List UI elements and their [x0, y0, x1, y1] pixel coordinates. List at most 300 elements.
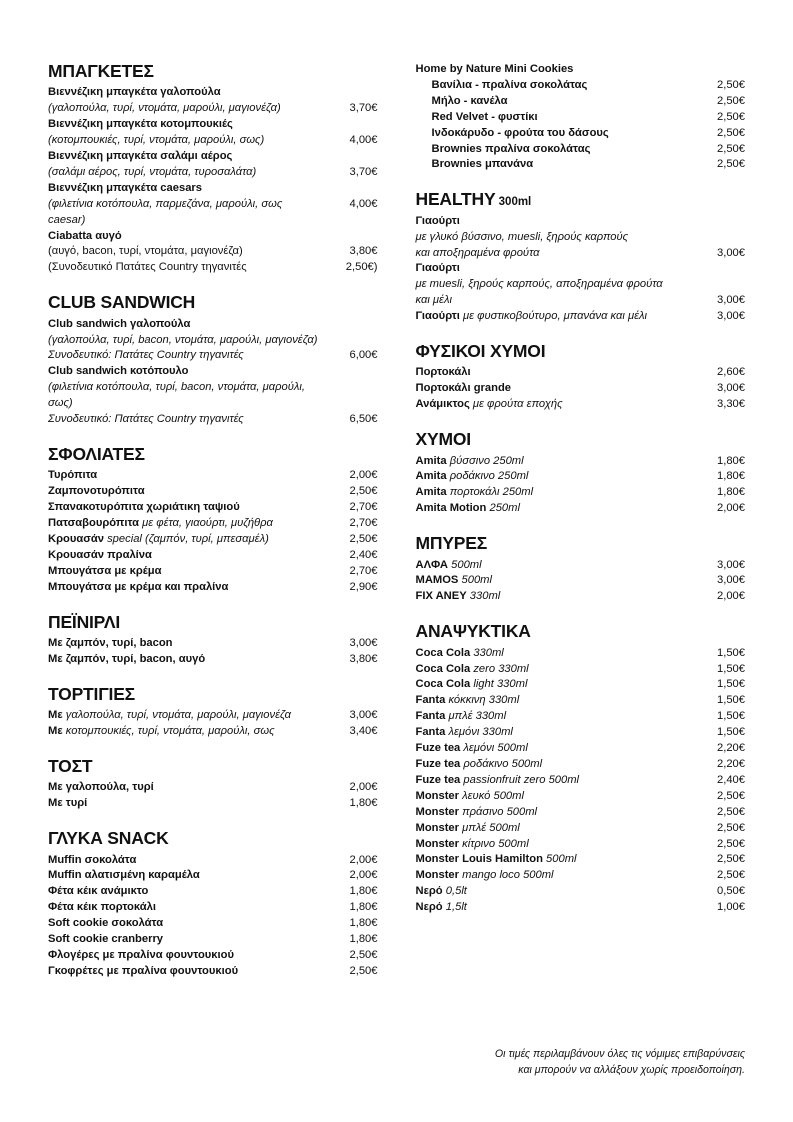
menu-column-left: [48, 62, 378, 997]
item-name-lead: Ανάμικτος: [415, 398, 470, 411]
item-price: 1,80€: [349, 797, 378, 810]
menu-item-row: [48, 548, 378, 564]
item-price: 3,80€: [349, 652, 378, 665]
item-name: [416, 573, 694, 589]
item-name-detail: 500ml: [458, 574, 492, 587]
item-name: [416, 693, 694, 709]
item-name: Βιεννέζικη μπαγκέτα σαλάμι αέρος: [48, 150, 233, 162]
menu-item-row: [48, 117, 378, 133]
item-name: [416, 309, 694, 325]
item-price: 2,50€: [717, 789, 745, 802]
menu-section: [416, 342, 746, 413]
item-price: 2,50€: [349, 532, 378, 545]
item-name-detail: κίτρινο 500ml: [459, 837, 529, 850]
section-title: ΑΝΑΨΥΚΤΙΚΑ: [415, 621, 531, 642]
menu-section: [416, 190, 746, 325]
item-name-lead: Monster: [415, 869, 460, 882]
item-name-detail: μπλέ 330ml: [445, 710, 507, 723]
menu-item-row: [416, 789, 746, 805]
item-price: 1,80€: [349, 885, 378, 898]
menu-item-row: [48, 652, 378, 668]
item-name: Soft cookie cranberry: [48, 933, 164, 946]
menu-item-row: [48, 868, 378, 884]
item-name: [48, 532, 326, 548]
menu-item-row: [416, 110, 746, 126]
menu-item-row: [48, 181, 378, 197]
menu-item-row: [416, 677, 746, 693]
item-name: Συνοδευτικό: Πατάτες Country τηγανιτές: [48, 349, 244, 362]
item-name: Μήλο - κανέλα: [431, 94, 508, 107]
section-title: ΦΥΣΙΚΟΙ ΧΥΜΟΙ: [415, 341, 546, 362]
item-name: με muesli, ξηρούς καρπούς, αποξηραμένα φρούτα: [415, 278, 663, 291]
menu-section: [48, 613, 378, 668]
item-name: [48, 516, 326, 532]
item-name: (γαλοπούλα, τυρί, ντομάτα, μαρούλι, μαγιονέζα): [48, 102, 281, 115]
menu-item-row: [416, 454, 746, 470]
menu-item-row: [48, 85, 378, 101]
item-name-detail: πορτοκάλι 250ml: [446, 486, 534, 499]
menu-item-row: [416, 501, 746, 517]
item-price: 2,50€: [349, 485, 378, 498]
menu-item-row: [48, 412, 378, 428]
menu-item-row: [48, 780, 378, 796]
item-price: 2,50€: [717, 110, 745, 123]
item-name: Σπανακοτυρόπιτα χωριάτικη ταψιού: [48, 501, 240, 514]
item-name-lead: Monster: [415, 805, 460, 818]
price-disclaimer-line1: Οι τιμές περιλαμβάνουν όλες τις νόμιμες επιβαρύνσεις: [494, 1048, 745, 1061]
menu-section: [48, 445, 378, 596]
menu-item-row: [48, 333, 378, 349]
menu-item-row: [416, 573, 746, 589]
subsection-heading-label: Home by Nature Mini Cookies: [415, 63, 574, 75]
section-title: CLUB SANDWICH: [48, 292, 196, 313]
item-name: Red Velvet - φυστίκι: [431, 110, 538, 123]
menu-item-row: [416, 558, 746, 574]
item-name: (αυγό, bacon, τυρί, ντομάτα, μαγιονέζα): [48, 245, 243, 258]
item-price: 6,00€: [349, 349, 378, 362]
item-name: [416, 558, 694, 574]
menu-item-row: [416, 142, 746, 158]
item-name: Μπουγάτσα με κρέμα: [48, 564, 162, 577]
item-name: Με γαλοπούλα, τυρί: [48, 781, 154, 794]
item-name-lead: Coca Cola: [415, 678, 471, 691]
item-name: (φιλετίνια κοτόπουλα, τυρί, bacon, ντομάτα, μαρούλι, σως): [48, 381, 306, 410]
item-price: 3,00€: [349, 636, 378, 649]
item-name: (φιλετίνια κοτόπουλα, παρμεζάνα, μαρούλι, σως caesar): [48, 197, 283, 226]
item-price: 2,00€: [349, 869, 378, 882]
menu-section: [48, 293, 378, 428]
item-name: και μέλι: [415, 294, 452, 307]
menu-section: [416, 534, 746, 605]
menu-item-row: [48, 101, 378, 117]
section-title: ΠΕΪΝΙΡΛΙ: [48, 611, 120, 632]
item-name-lead: Με: [48, 725, 63, 738]
item-name: [416, 725, 694, 741]
menu-item-row: [416, 725, 746, 741]
item-price: 1,50€: [717, 694, 745, 707]
item-price: 2,50€: [717, 126, 745, 139]
item-name-lead: Πατσαβουρόπιτα: [48, 517, 140, 530]
menu-item-row: [48, 916, 378, 932]
menu-item-row: [48, 133, 378, 149]
item-name-detail: με φρούτα εποχής: [469, 398, 563, 411]
menu-section: [416, 430, 746, 517]
item-name-lead: Κρουασάν: [48, 532, 104, 545]
item-price: 2,70€: [349, 517, 378, 530]
item-name: Club sandwich κοτόπουλο: [48, 365, 189, 378]
item-name: Με ζαμπόν, τυρί, bacon, αυγό: [48, 652, 206, 665]
menu-item-row: [48, 564, 378, 580]
item-name-detail: zero 330ml: [470, 662, 529, 675]
menu-item-row: [48, 516, 378, 532]
item-name: Πορτοκάλι grande: [415, 382, 512, 395]
menu-item-row: [48, 380, 378, 412]
item-name-detail: ροδάκινο 250ml: [446, 470, 529, 483]
menu-item-row: [416, 293, 746, 309]
item-name-detail: 1,5lt: [442, 901, 467, 914]
menu-item-row: [416, 868, 746, 884]
item-price: 2,40€: [349, 548, 378, 561]
item-price: 2,50€: [717, 94, 745, 107]
item-name: Πορτοκάλι: [415, 366, 471, 379]
section-title: ΜΠΥΡΕΣ: [415, 533, 488, 554]
item-name-lead: Νερό: [415, 885, 443, 898]
item-name: και αποξηραμένα φρούτα: [415, 246, 540, 259]
menu-item-row: [416, 646, 746, 662]
item-price: 3,70€: [349, 102, 378, 115]
item-name: Γιαούρτι: [415, 214, 460, 227]
item-price: 1,80€: [349, 917, 378, 930]
item-price: 4,00€: [349, 134, 378, 147]
item-name-lead: Monster: [415, 789, 460, 802]
item-name: Κρουασάν πραλίνα: [48, 548, 152, 561]
item-price: 1,50€: [717, 678, 745, 691]
item-name: Brownies μπανάνα: [431, 158, 534, 171]
menu-item-row: [48, 724, 378, 740]
section-title: ΜΠΑΓΚΕΤΕΣ: [48, 61, 154, 81]
menu-item-row: [416, 214, 746, 230]
section-volume: 300ml: [495, 196, 532, 209]
item-price: 6,50€: [349, 413, 378, 426]
item-price: 3,40€: [349, 725, 378, 738]
menu-item-row: [48, 468, 378, 484]
item-price: 2,50€: [349, 948, 378, 961]
item-name: [416, 900, 694, 916]
item-price: 1,50€: [717, 710, 745, 723]
item-name-lead: MAMOS: [415, 574, 459, 587]
item-name-detail: light 330ml: [470, 678, 528, 691]
item-price: 2,70€: [349, 564, 378, 577]
item-price: 2,50€): [345, 261, 378, 274]
item-price: 2,50€: [717, 869, 745, 882]
menu-item-row: [416, 741, 746, 757]
item-price: 3,00€: [717, 558, 745, 571]
item-price: 2,50€: [717, 853, 745, 866]
item-name-detail: γαλοπούλα, τυρί, ντομάτα, μαρούλι, μαγιονέζα: [62, 709, 292, 722]
item-name-detail: κόκκινη 330ml: [445, 694, 520, 707]
item-name-detail: 330ml: [466, 590, 501, 603]
item-name: Ινδοκάρυδο - φρούτα του δάσους: [431, 126, 609, 139]
item-price: 3,70€: [349, 165, 378, 178]
item-name: Με ζαμπόν, τυρί, bacon: [48, 636, 173, 649]
menu-column-right: [416, 62, 746, 933]
section-title: HEALTHY 300ml: [415, 189, 532, 210]
item-price: 2,20€: [717, 757, 745, 770]
item-price: 1,80€: [349, 933, 378, 946]
item-name-lead: Fuze tea: [415, 757, 461, 770]
item-name-detail: με φέτα, γιαούρτι, μυζήθρα: [139, 517, 273, 530]
item-name-lead: Monster: [415, 837, 460, 850]
item-name: [416, 741, 694, 757]
item-name: [416, 821, 694, 837]
menu-item-row: [416, 78, 746, 94]
menu-item-row: [48, 317, 378, 333]
item-price: 2,00€: [349, 853, 378, 866]
item-name: Γιαούρτι: [415, 262, 460, 275]
item-name: [48, 724, 326, 740]
item-name: (σαλάμι αέρος, τυρί, ντομάτα, τυροσαλάτα): [48, 165, 257, 178]
menu-item-row: [48, 932, 378, 948]
menu-item-row: [48, 229, 378, 245]
item-name: [416, 469, 694, 485]
item-price: 2,50€: [717, 142, 745, 155]
item-name: Συνοδευτικό: Πατάτες Country τηγανιτές: [48, 413, 244, 426]
menu-item-row: [416, 773, 746, 789]
menu-item-row: [48, 900, 378, 916]
section-title: ΤΟΡΤΙΓΙΕΣ: [48, 683, 135, 704]
item-name: [416, 397, 694, 413]
item-name: [416, 709, 694, 725]
price-disclaimer-line2: και μπορούν να αλλάξουν χωρίς προειδοποίηση.: [518, 1063, 745, 1076]
item-name-detail: 250ml: [486, 502, 520, 515]
item-name: Βιεννέζικη μπαγκέτα caesars: [48, 181, 202, 194]
menu-section: [48, 829, 378, 980]
item-price: 3,00€: [717, 310, 745, 323]
item-name-detail: 0,5lt: [442, 885, 467, 898]
menu-item-row: [416, 662, 746, 678]
item-price: 1,50€: [717, 662, 745, 675]
item-price: 2,50€: [717, 158, 745, 171]
menu-item-row: [48, 636, 378, 652]
item-name: (κοτομπουκιές, τυρί, ντομάτα, μαρούλι, σως): [48, 134, 265, 147]
item-name-detail: 330ml: [470, 646, 504, 659]
menu-item-row: [416, 589, 746, 605]
item-price: 2,50€: [717, 78, 745, 91]
item-price: 2,50€: [349, 964, 378, 977]
menu-item-row: [416, 821, 746, 837]
menu-item-row: [416, 757, 746, 773]
menu-item-row: [48, 244, 378, 260]
menu-item-row: [48, 364, 378, 380]
menu-section: [48, 685, 378, 740]
item-name-detail: 500ml: [448, 558, 482, 571]
item-name: Soft cookie σοκολάτα: [48, 917, 164, 930]
item-name: με γλυκό βύσσινο, muesli, ξηρούς καρπούς: [415, 230, 629, 243]
item-price: 2,00€: [717, 502, 745, 515]
item-name: Τυρόπιτα: [48, 469, 98, 482]
section-title: ΤΟΣΤ: [48, 755, 93, 776]
item-name: Βιεννέζικη μπαγκέτα γαλοπούλα: [48, 86, 221, 99]
item-name-lead: Fuze tea: [415, 773, 461, 786]
item-name: [416, 589, 694, 605]
menu-section: [48, 757, 378, 812]
menu-item-row: [416, 277, 746, 293]
item-name: [416, 646, 694, 662]
item-name: [416, 884, 694, 900]
item-price: 1,80€: [717, 470, 745, 483]
section-title: ΣΦΟΛΙΑΤΕΣ: [48, 443, 145, 464]
item-name: (γαλοπούλα, τυρί, bacon, ντομάτα, μαρούλι, μαγιονέζα): [48, 333, 318, 346]
menu-item-row: [48, 948, 378, 964]
item-name: Muffin αλατισμένη καραμέλα: [48, 869, 200, 882]
item-name: [416, 805, 694, 821]
menu-item-row: [416, 884, 746, 900]
item-price: 2,40€: [717, 773, 745, 786]
item-name-lead: Fanta: [415, 710, 446, 723]
menu-columns: [48, 62, 745, 997]
menu-item-row: [48, 149, 378, 165]
item-price: 1,00€: [717, 901, 745, 914]
menu-item-row: [416, 900, 746, 916]
subsection-heading: [416, 62, 746, 78]
menu-item-row: [416, 157, 746, 173]
item-name-detail: κοτομπουκιές, τυρί, ντομάτα, μαρούλι, σως: [62, 725, 275, 738]
item-name-detail: ροδάκινο 500ml: [460, 757, 543, 770]
menu-item-row: [416, 397, 746, 413]
item-name-lead: Coca Cola: [415, 646, 471, 659]
menu-item-row: [48, 532, 378, 548]
item-name-lead: ΑΛΦΑ: [415, 558, 449, 571]
item-price: 3,00€: [349, 709, 378, 722]
item-name: [416, 852, 694, 868]
menu-item-row: [48, 796, 378, 812]
item-name-detail: λευκό 500ml: [459, 789, 524, 802]
menu-item-row: [416, 693, 746, 709]
item-price: 2,00€: [349, 469, 378, 482]
menu-item-row: [48, 484, 378, 500]
item-name: [416, 662, 694, 678]
menu-item-row: [416, 261, 746, 277]
item-name: [416, 757, 694, 773]
item-name: [416, 454, 694, 470]
item-price: 1,80€: [349, 901, 378, 914]
item-name-lead: Fanta: [415, 726, 446, 739]
item-name-lead: Amita Motion: [415, 502, 487, 515]
item-price: 2,70€: [349, 501, 378, 514]
item-name-lead: Monster: [415, 821, 460, 834]
menu-item-row: [416, 94, 746, 110]
item-price: 2,50€: [717, 805, 745, 818]
item-price: 3,00€: [717, 294, 745, 307]
item-name: Muffin σοκολάτα: [48, 853, 137, 866]
item-price: 1,50€: [717, 726, 745, 739]
item-name: Club sandwich γαλοπούλα: [48, 317, 191, 330]
item-name-detail: passionfruit zero 500ml: [460, 773, 580, 786]
item-name: [416, 485, 694, 501]
menu-section: [416, 62, 746, 173]
item-price: 1,50€: [717, 646, 745, 659]
item-price: 3,30€: [717, 398, 745, 411]
menu-item-row: [416, 246, 746, 262]
item-price: 1,80€: [717, 486, 745, 499]
menu-item-row: [416, 126, 746, 142]
item-name-lead: Amita: [415, 486, 447, 499]
item-name-detail: πράσινο 500ml: [459, 805, 538, 818]
item-name: [416, 837, 694, 853]
price-disclaimer: [415, 1047, 745, 1078]
item-name-lead: Fuze tea: [415, 742, 461, 755]
item-name: Ciabatta αυγό: [48, 229, 122, 242]
menu-item-row: [48, 580, 378, 596]
item-name-detail: λεμόνι 330ml: [445, 726, 513, 739]
item-price: 2,00€: [349, 781, 378, 794]
item-price: 2,00€: [717, 590, 745, 603]
item-name: Ζαμπονοτυρόπιτα: [48, 485, 145, 498]
item-price: 3,00€: [717, 246, 745, 259]
menu-item-row: [416, 365, 746, 381]
item-price: 1,80€: [717, 454, 745, 467]
item-name: Βιεννέζικη μπαγκέτα κοτομπουκιές: [48, 118, 233, 131]
item-price: 2,60€: [717, 366, 745, 379]
item-price: 3,80€: [349, 245, 378, 258]
item-price: 3,00€: [717, 574, 745, 587]
menu-item-row: [416, 709, 746, 725]
item-name: Βανίλια - πραλίνα σοκολάτας: [431, 78, 588, 91]
item-name-lead: Coca Cola: [415, 662, 471, 675]
item-name-detail: λεμόνι 500ml: [460, 742, 528, 755]
menu-section: [416, 622, 746, 916]
item-price: 4,00€: [349, 197, 378, 210]
item-name-detail: 500ml: [542, 853, 577, 866]
item-name-detail: βύσσινο 250ml: [446, 454, 524, 467]
menu-item-row: [48, 165, 378, 181]
item-name: [416, 501, 694, 517]
item-name: Φέτα κέικ πορτοκάλι: [48, 901, 156, 914]
item-name-lead: Fanta: [415, 694, 446, 707]
item-name-detail: special (ζαμπόν, τυρί, μπεσαμέλ): [103, 532, 269, 545]
menu-item-row: [48, 884, 378, 900]
menu-item-row: [48, 708, 378, 724]
item-price: 3,00€: [717, 382, 745, 395]
item-name-lead: Amita: [415, 470, 447, 483]
menu-item-row: [416, 230, 746, 246]
menu-item-row: [416, 469, 746, 485]
item-name-lead: Monster Louis Hamilton: [415, 853, 543, 866]
item-name: Φλογέρες με πραλίνα φουντουκιού: [48, 948, 234, 961]
item-name: [48, 708, 326, 724]
menu-section: [48, 62, 378, 276]
menu-item-row: [416, 837, 746, 853]
item-name: [416, 789, 694, 805]
item-name-lead: FIX ANEY: [415, 590, 467, 603]
item-name-lead: Με: [48, 709, 63, 722]
item-name-detail: με φυστικοβούτυρο, μπανάνα και μέλι: [459, 310, 648, 323]
section-title: ΓΛΥΚΑ SNACK: [48, 828, 169, 849]
item-price: 2,90€: [349, 580, 378, 593]
menu-item-row: [416, 309, 746, 325]
item-name: (Συνοδευτικό Πατάτες Country τηγανιτές: [48, 261, 247, 274]
menu-item-row: [416, 852, 746, 868]
menu-item-row: [416, 381, 746, 397]
item-name-lead: Γιαούρτι: [415, 310, 460, 323]
menu-item-row: [48, 348, 378, 364]
item-name: Φέτα κέικ ανάμικτο: [48, 885, 149, 898]
menu-item-row: [48, 197, 378, 229]
menu-item-row: [48, 500, 378, 516]
menu-item-row: [48, 260, 378, 276]
item-name: Brownies πραλίνα σοκολάτας: [431, 142, 591, 155]
item-name: [416, 677, 694, 693]
